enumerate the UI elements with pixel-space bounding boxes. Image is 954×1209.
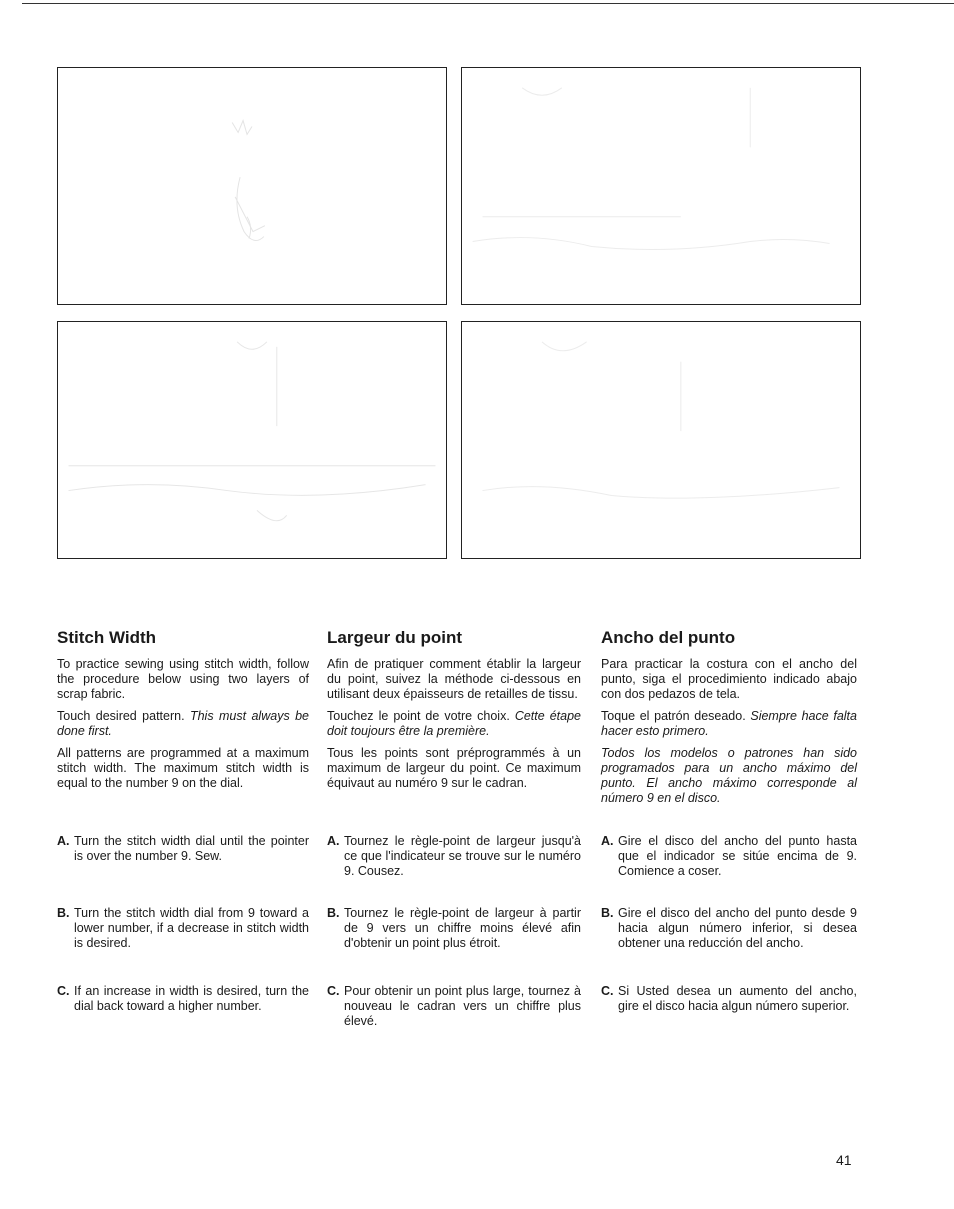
step-letter: C. [601, 984, 614, 998]
touch-text: Touchez le point de votre choix. [327, 709, 515, 723]
touch-text: Toque el patrón deseado. [601, 709, 751, 723]
step-letter: B. [601, 906, 614, 920]
faint-fabric-drawing-2 [462, 322, 860, 558]
step-text: Gire el disco del ancho del punto hasta que el indicador se sitúe encima de 9. Comience a coser. [618, 834, 857, 878]
step-text: Gire el disco del ancho del punto desde 9 hacia algun número inferior, si desea obtener una reducción del ancho. [618, 906, 857, 950]
step-text: Si Usted desea un aumento del ancho, gire el disco hacia algun número superior. [618, 984, 857, 1013]
heading-stitch-width: Stitch Width [57, 628, 156, 647]
illustration-stitch-dial-lower [57, 321, 447, 559]
step-letter: C. [57, 984, 70, 998]
step-b-french [327, 906, 581, 951]
step-letter: B. [57, 906, 70, 920]
top-rule [22, 3, 954, 4]
touch-paragraph [601, 709, 857, 739]
heading-largeur-du-point: Largeur du point [327, 628, 463, 647]
step-b-spanish [601, 906, 857, 951]
column-french [327, 628, 581, 798]
step-letter: A. [57, 834, 70, 848]
step-text: Tournez le règle-point de largeur à partir de 9 vers un chiffre moins élevé afin d'obtenir un point plus étroit. [344, 906, 581, 950]
step-c-spanish [601, 984, 857, 1014]
step-text: Turn the stitch width dial from 9 toward a lower number, if a decrease in stitch width is desired. [74, 906, 309, 950]
faint-needle-drawing [58, 322, 446, 558]
heading-ancho-del-punto: Ancho del punto [601, 628, 736, 647]
step-a-spanish [601, 834, 857, 879]
touch-note: This must always be done first. [57, 709, 309, 738]
step-a-english [57, 834, 309, 864]
faint-dial-drawing [58, 68, 446, 304]
column-english [57, 628, 309, 798]
touch-paragraph [327, 709, 581, 739]
touch-text: Touch desired pattern. [57, 709, 190, 723]
touch-note: Cette étape doit toujours être la première. [327, 709, 581, 738]
illustration-stitch-dial-9 [57, 67, 447, 305]
step-a-french [327, 834, 581, 879]
intro-paragraph: To practice sewing using stitch width, follow the procedure below using two layers of scrap fabric. [57, 657, 309, 701]
max-paragraph: All patterns are programmed at a maximum stitch width. The maximum stitch width is equal to the number 9 on the dial. [57, 746, 309, 790]
step-letter: A. [601, 834, 614, 848]
step-text: Tournez le règle-point de largeur jusqu'à ce que l'indicateur se trouve sur le numéro 9. Cousez. [344, 834, 581, 878]
intro-paragraph: Para practicar la costura con el ancho del punto, siga el procedimiento indicado abajo con dos pedazos de tela. [601, 657, 857, 701]
max-paragraph: Todos los modelos o patrones han sido programados para un ancho máximo del punto. El ancho máximo corresponde al número 9 en el disco. [601, 746, 857, 805]
step-letter: A. [327, 834, 340, 848]
step-text: Pour obtenir un point plus large, tournez à nouveau le cadran vers un chiffre plus élevé. [344, 984, 581, 1028]
step-text: Turn the stitch width dial until the pointer is over the number 9. Sew. [74, 834, 309, 863]
illustration-sewing-wide [461, 67, 861, 305]
step-text: If an increase in width is desired, turn the dial back toward a higher number. [74, 984, 309, 1013]
illustration-sewing-narrow [461, 321, 861, 559]
column-spanish [601, 628, 857, 813]
intro-paragraph: Afin de pratiquer comment établir la largeur du point, suivez la méthode ci-dessous en utilisant deux épaisseurs de retailles de tissu. [327, 657, 581, 701]
step-c-english [57, 984, 309, 1014]
touch-paragraph [57, 709, 309, 739]
page-number: 41 [836, 1152, 852, 1168]
step-letter: B. [327, 906, 340, 920]
step-c-french [327, 984, 581, 1029]
step-letter: C. [327, 984, 340, 998]
faint-fabric-drawing [462, 68, 860, 304]
max-paragraph: Tous les points sont préprogrammés à un maximum de largeur du point. Ce maximum équivaut au numéro 9 sur le cadran. [327, 746, 581, 790]
touch-note: Siempre hace falta hacer esto primero. [601, 709, 857, 738]
step-b-english [57, 906, 309, 951]
